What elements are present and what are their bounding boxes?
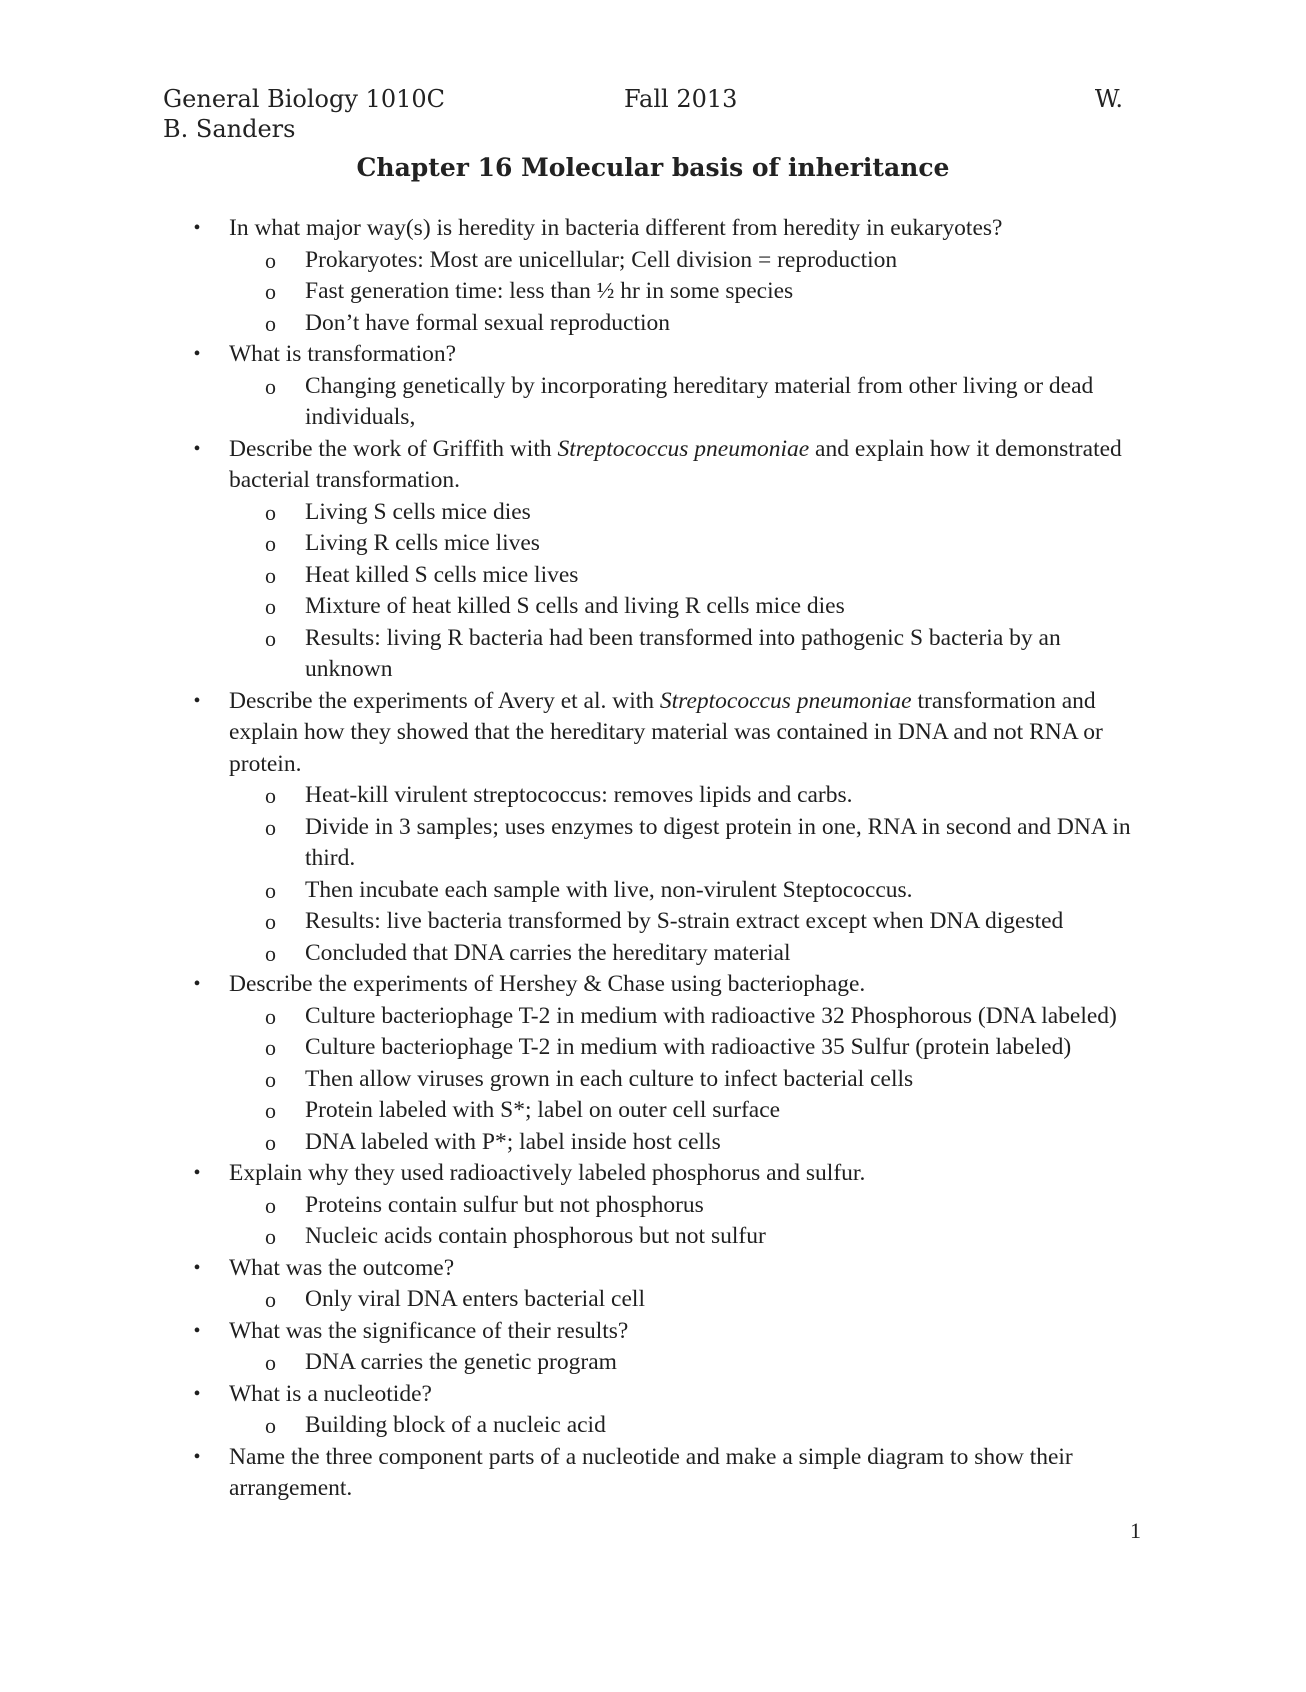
answer-text: DNA carries the genetic program (305, 1349, 617, 1375)
question-text: Name the three component parts of a nucleotide and make a simple diagram to show their arrangement. (229, 1443, 1073, 1501)
answer-text: Then incubate each sample with live, non-virulent Steptococcus. (305, 876, 913, 903)
sub-bullet-icon: o (265, 247, 276, 273)
answer-item (190, 308, 1145, 340)
answer-item (190, 560, 1145, 592)
answer-item (190, 906, 1145, 938)
answer-text: Fast generation time: less than ½ hr in some species (305, 278, 794, 304)
question-item (190, 1379, 1145, 1411)
bullet-icon: • (193, 1319, 201, 1342)
question-text: What is a nucleotide? (229, 1380, 432, 1407)
answer-list (190, 1284, 1145, 1316)
sub-bullet-icon: o (265, 279, 276, 304)
question-text-part: transformation and explain how they showed that the hereditary material was contained in DNA and not RNA or protein. (229, 687, 1103, 777)
question-item (190, 686, 1145, 781)
sub-bullet-icon: o (265, 814, 276, 840)
answer-item (190, 276, 1145, 308)
sub-bullet-icon: o (265, 1224, 276, 1249)
answer-item (190, 938, 1145, 970)
sub-bullet-icon: o (265, 1098, 276, 1123)
bullet-icon: • (193, 1256, 201, 1279)
answer-text: Mixture of heat killed S cells and living R cells mice dies (305, 593, 845, 619)
answer-item (190, 1001, 1145, 1033)
answer-list (190, 371, 1145, 434)
course-name: General Biology 1010C (163, 85, 445, 113)
answer-item (190, 245, 1145, 277)
answer-list (190, 1347, 1145, 1379)
answer-text: Nucleic acids contain phosphorous but not sulfur (305, 1223, 766, 1249)
answer-list (190, 1410, 1145, 1442)
question-text-part: and explain how it demonstrated bacterial transformation. (229, 435, 1122, 493)
answer-group (190, 1284, 1145, 1316)
answer-group (190, 1001, 1145, 1159)
question-text: Explain why they used radioactively labeled phosphorus and sulfur. (229, 1160, 866, 1186)
sub-bullet-icon: o (265, 594, 276, 619)
sub-bullet-icon: o (265, 562, 276, 588)
chapter-title: Chapter 16 Molecular basis of inheritance (356, 153, 950, 182)
bullet-icon: • (193, 217, 201, 239)
answer-text: Proteins contain sulfur but not phosphorus (305, 1191, 704, 1218)
term: Fall 2013 (624, 85, 738, 113)
answer-item (190, 528, 1145, 560)
answer-text: Concluded that DNA carries the hereditary material (305, 939, 791, 966)
question-text (229, 434, 1145, 497)
answer-item (190, 1190, 1145, 1222)
question-item (190, 969, 1145, 1001)
sub-bullet-icon: o (265, 1192, 276, 1218)
question-list (190, 213, 1145, 1505)
question-item (190, 1253, 1145, 1285)
answer-list (190, 497, 1145, 686)
answer-group (190, 371, 1145, 434)
answer-text: Heat-kill virulent streptococcus: removes lipids and carbs. (305, 782, 853, 808)
answer-text: Living R cells mice lives (305, 530, 540, 556)
answer-item (190, 812, 1145, 875)
bullet-icon: • (193, 689, 201, 712)
instructor-name: B. Sanders (163, 115, 296, 143)
answer-text: Results: live bacteria transformed by S-strain extract except when DNA digested (305, 908, 1064, 934)
question-text: What was the outcome? (229, 1254, 455, 1281)
header-line-2 (163, 114, 1123, 144)
answer-list (190, 1001, 1145, 1159)
answer-item (190, 1095, 1145, 1127)
answer-text: Living S cells mice dies (305, 498, 531, 525)
answer-group (190, 1347, 1145, 1379)
answer-item (190, 591, 1145, 623)
question-text-part: Describe the experiments of Avery et al. with (229, 687, 660, 714)
question-text: In what major way(s) is heredity in bacteria different from heredity in eukaryotes? (229, 215, 1003, 241)
species-name: Streptococcus pneumoniae (659, 687, 912, 714)
answer-group (190, 1410, 1145, 1442)
question-text (229, 686, 1145, 781)
answer-text: Culture bacteriophage T-2 in medium with radioactive 35 Sulfur (protein labeled) (305, 1034, 1072, 1060)
answer-item (190, 780, 1145, 812)
document-header (163, 84, 1123, 144)
question-text-part: Describe the work of Griffith with (229, 435, 558, 462)
sub-bullet-icon: o (265, 1035, 276, 1060)
bullet-icon: • (193, 437, 201, 460)
answer-item (190, 875, 1145, 907)
instructor-initial: W. (1094, 85, 1123, 113)
question-item (190, 213, 1145, 245)
answer-item (190, 623, 1145, 686)
answer-text: Then allow viruses grown in each culture to infect bacterial cells (305, 1065, 914, 1092)
question-text: What was the significance of their results? (229, 1317, 629, 1344)
header-line (163, 84, 1123, 114)
answer-group (190, 245, 1145, 340)
answer-text: Only viral DNA enters bacterial cell (305, 1286, 645, 1312)
sub-bullet-icon: o (265, 877, 276, 903)
sub-bullet-icon: o (265, 531, 276, 556)
answer-group (190, 1190, 1145, 1253)
species-name: Streptococcus pneumoniae (557, 435, 810, 462)
sub-bullet-icon: o (265, 940, 276, 966)
bullet-icon: • (193, 973, 201, 995)
answer-text: DNA labeled with P*; label inside host cells (305, 1128, 721, 1155)
question-text: What is transformation? (229, 341, 457, 367)
answer-item (190, 1221, 1145, 1253)
question-item (190, 1442, 1145, 1505)
sub-bullet-icon: o (265, 1129, 276, 1155)
sub-bullet-icon: o (265, 783, 276, 808)
sub-bullet-icon: o (265, 310, 276, 336)
answer-group (190, 780, 1145, 969)
sub-bullet-icon: o (265, 499, 276, 525)
question-list-container (190, 213, 1145, 1505)
answer-text: Prokaryotes: Most are unicellular; Cell division = reproduction (305, 246, 898, 273)
answer-item (190, 1064, 1145, 1096)
answer-list (190, 245, 1145, 340)
answer-text: Results: living R bacteria had been transformed into pathogenic S bacteria by an unknown (305, 624, 1061, 682)
sub-bullet-icon: o (265, 1287, 276, 1312)
bullet-icon: • (193, 343, 201, 365)
answer-item (190, 371, 1145, 434)
answer-item (190, 1410, 1145, 1442)
answer-item (190, 1127, 1145, 1159)
question-item (190, 434, 1145, 497)
sub-bullet-icon: o (265, 1413, 276, 1438)
bullet-icon: • (193, 1162, 201, 1184)
question-text: Describe the experiments of Hershey & Chase using bacteriophage. (229, 971, 866, 997)
question-item (190, 1316, 1145, 1348)
answer-list (190, 780, 1145, 969)
answer-text: Don’t have formal sexual reproduction (305, 309, 671, 336)
sub-bullet-icon: o (265, 373, 276, 399)
answer-list (190, 1190, 1145, 1253)
answer-group (190, 497, 1145, 686)
answer-text: Heat killed S cells mice lives (305, 561, 579, 588)
sub-bullet-icon: o (265, 625, 276, 651)
answer-item (190, 1284, 1145, 1316)
answer-text: Culture bacteriophage T-2 in medium with radioactive 32 Phosphorous (DNA labeled) (305, 1002, 1117, 1029)
answer-text: Building block of a nucleic acid (305, 1412, 606, 1438)
answer-text: Changing genetically by incorporating hereditary material from other living or dead individuals, (305, 372, 1094, 430)
question-item (190, 339, 1145, 371)
sub-bullet-icon: o (265, 1003, 276, 1029)
sub-bullet-icon: o (265, 1066, 276, 1092)
answer-text: Protein labeled with S*; label on outer cell surface (305, 1097, 781, 1123)
bullet-icon: • (193, 1445, 201, 1468)
question-item (190, 1158, 1145, 1190)
answer-text: Divide in 3 samples; uses enzymes to digest protein in one, RNA in second and DNA in third. (305, 813, 1131, 871)
page-number: 1 (1130, 1518, 1141, 1543)
answer-item (190, 497, 1145, 529)
sub-bullet-icon: o (265, 909, 276, 934)
answer-item (190, 1347, 1145, 1379)
bullet-icon: • (193, 1382, 201, 1405)
answer-item (190, 1032, 1145, 1064)
sub-bullet-icon: o (265, 1350, 276, 1375)
